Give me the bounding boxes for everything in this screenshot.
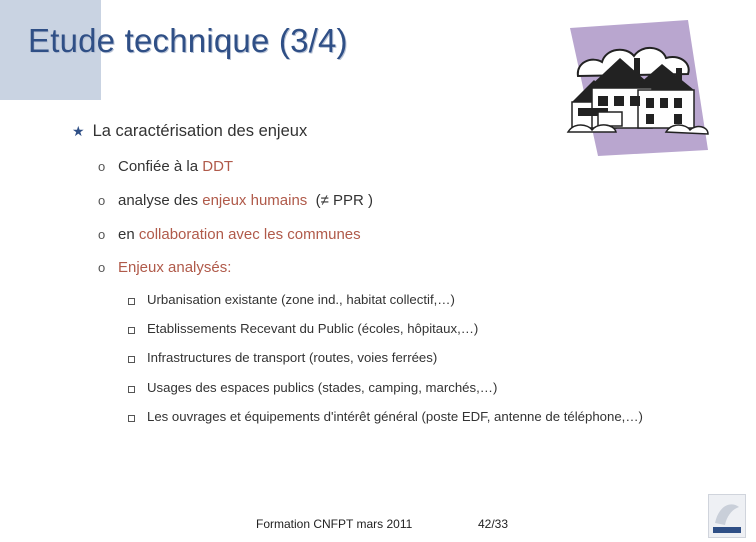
list-item (98, 158, 233, 175)
circle-bullet-icon: o (98, 227, 106, 242)
heading-text: La caractérisation des enjeux (92, 122, 308, 140)
circle-bullet-icon: o (98, 260, 106, 275)
slide-title: Etude technique (3/4) (28, 22, 348, 59)
item-highlight: DDT (202, 158, 234, 175)
sub-list-item (128, 321, 478, 336)
sub-item-text: Infrastructures de transport (routes, voies ferrées) (147, 350, 438, 365)
sub-list-item (128, 409, 643, 424)
page-number: 42/33 (478, 517, 509, 531)
circle-bullet-icon: o (98, 159, 106, 174)
sub-list-item (128, 350, 437, 365)
list-item (98, 192, 373, 209)
circle-bullet-icon: o (98, 193, 106, 208)
heading-bullet-item (72, 122, 307, 141)
organization-logo-icon (708, 494, 746, 538)
item-highlight: enjeux humains (202, 192, 308, 209)
list-item (98, 259, 231, 276)
sub-item-text: Usages des espaces publics (stades, camping, marchés,…) (147, 380, 498, 395)
star-bullet-icon: ★ (72, 123, 85, 139)
sub-list-item (128, 292, 455, 307)
sub-list-item (128, 380, 497, 395)
item-highlight: Enjeux analysés: (118, 259, 232, 276)
item-text: en (118, 226, 139, 243)
square-bullet-icon (128, 356, 135, 363)
item-text: analyse des (118, 192, 203, 209)
sub-item-text: Urbanisation existante (zone ind., habitat collectif,…) (147, 292, 455, 307)
house-clipart-icon (558, 18, 718, 158)
sub-item-text: Les ouvrages et équipements d'intérêt général (poste EDF, antenne de téléphone,…) (147, 409, 643, 424)
square-bullet-icon (128, 298, 135, 305)
square-bullet-icon (128, 386, 135, 393)
footer-title: Formation CNFPT mars 2011 (256, 517, 413, 531)
item-highlight: collaboration avec les communes (138, 226, 361, 243)
list-item (98, 226, 361, 243)
square-bullet-icon (128, 415, 135, 422)
item-text-post: (≠ PPR ) (307, 192, 374, 209)
item-text: Confiée à la (118, 158, 203, 175)
square-bullet-icon (128, 327, 135, 334)
sub-item-text: Etablissements Recevant du Public (écoles, hôpitaux,…) (147, 321, 479, 336)
